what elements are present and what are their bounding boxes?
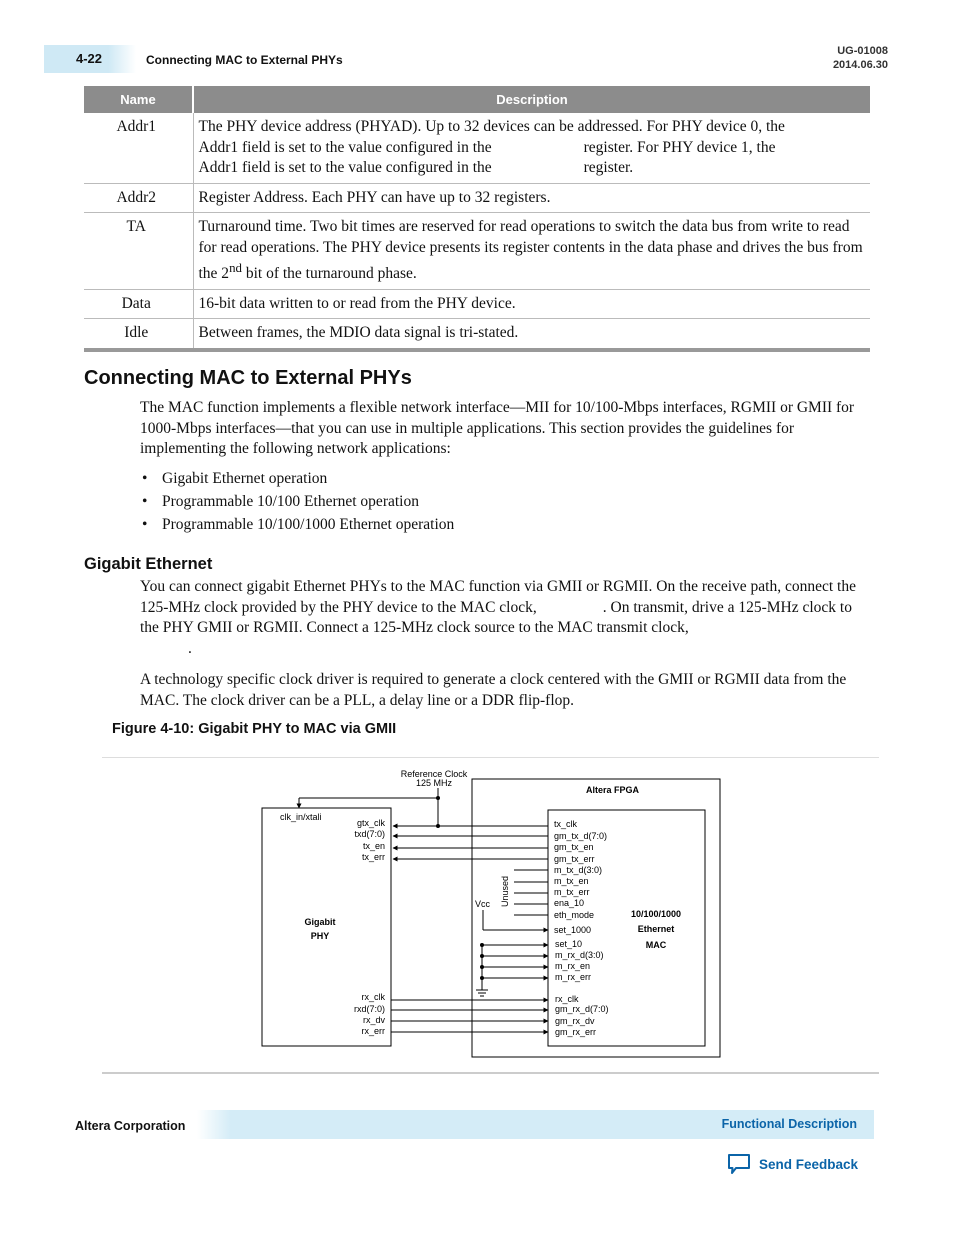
svg-text:gm_rx_dv: gm_rx_dv — [555, 1016, 595, 1026]
list-item: • Gigabit Ethernet operation — [140, 469, 454, 492]
document-id — [833, 44, 888, 72]
table-row — [84, 319, 870, 350]
junction-dot — [436, 796, 440, 800]
svg-text:m_rx_err: m_rx_err — [555, 972, 592, 982]
svg-text:m_rx_d(3:0): m_rx_d(3:0) — [555, 950, 604, 960]
field-name: TA — [84, 213, 193, 290]
unused-wires — [514, 870, 548, 893]
phy-clock-pin: clk_in/xtali — [280, 812, 322, 822]
section-intro: The MAC function implements a flexible network interface—MII for 10/100-Mbps interfaces, RGMII or GMII for 1000-Mbps interfaces—that you can use in multiple applications. This section provides the guidelines for implementing the following network applications: — [140, 399, 855, 457]
subsection-title: Gigabit Ethernet — [84, 555, 213, 573]
svg-text:eth_mode: eth_mode — [554, 910, 595, 920]
fpga-label: Altera FPGA — [586, 785, 640, 795]
tx-wires — [393, 826, 548, 859]
gigabit-phy-mac-diagram — [256, 764, 726, 1064]
gigabit-paragraph-2: A technology specific clock driver is required to generate a clock centered with the GMII or RGMII data from the MAC. The clock driver can be a PLL, a delay line or a DDR flip-flop. — [140, 671, 847, 709]
svg-text:rx_dv: rx_dv — [362, 1015, 385, 1025]
send-feedback-link[interactable] — [727, 1153, 858, 1175]
svg-text:rx_clk: rx_clk — [555, 994, 579, 1004]
svg-text:rxd(7:0): rxd(7:0) — [353, 1004, 385, 1014]
table-row — [84, 183, 870, 213]
application-list — [140, 469, 454, 538]
list-item: • Programmable 10/100 Ethernet operation — [140, 492, 454, 515]
field-name: Idle — [84, 319, 193, 350]
column-header-description: Description — [193, 86, 870, 113]
list-item: • Programmable 10/100/1000 Ethernet operation — [140, 515, 454, 538]
table-row — [84, 289, 870, 319]
field-name: Addr1 — [84, 113, 193, 183]
table-row — [84, 113, 870, 183]
svg-text:tx_err: tx_err — [361, 852, 385, 862]
mac-rx-pins — [555, 994, 609, 1037]
column-header-name: Name — [84, 86, 193, 113]
field-description: Register Address. Each PHY can have up to 32 registers. — [193, 183, 870, 213]
field-description: The PHY device address (PHYAD). Up to 32 devices can be addressed. For PHY device 0, the Addr1 field is set to the value configured in the register. For PHY device 1, the Addr1 field is set to the value configured in the register. — [193, 113, 870, 183]
doc-date: 2014.06.30 — [832, 59, 888, 71]
mdio-field-table — [84, 86, 870, 352]
svg-text:gtx_clk: gtx_clk — [356, 818, 385, 828]
mac-label-line2: Ethernet — [637, 924, 675, 934]
mac-label-line3: MAC — [645, 940, 667, 950]
svg-text:gm_tx_err: gm_tx_err — [554, 854, 595, 864]
svg-text:gm_rx_d(7:0): gm_rx_d(7:0) — [555, 1004, 609, 1014]
svg-text:set_1000: set_1000 — [554, 925, 592, 935]
table-row — [84, 213, 870, 290]
field-name: Addr2 — [84, 183, 193, 213]
mac-tx-pins — [554, 819, 607, 864]
svg-text:m_tx_err: m_tx_err — [554, 887, 590, 897]
control-wires — [483, 904, 548, 930]
phy-label-line1: Gigabit — [304, 917, 336, 927]
field-description: Turnaround time. Two bit times are reserved for read operations to switch the data bus from write to read for read operations. The PHY device presents its register contents in the data phase and drives the bus from the 2nd bit of the turnaround phase. — [193, 213, 870, 290]
svg-text:txd(7:0): txd(7:0) — [354, 829, 385, 839]
svg-text:m_rx_en: m_rx_en — [555, 961, 591, 971]
field-name: Data — [84, 289, 193, 319]
send-feedback-label: Send Feedback — [759, 1156, 859, 1172]
unused-label: Unused — [500, 875, 510, 907]
field-description: 16-bit data written to or read from the PHY device. — [193, 289, 870, 319]
gigabit-paragraph-1: You can connect gigabit Ethernet PHYs to the MAC function via GMII or RGMII. On the receive path, connect the 125-MHz clock provided by the PHY device to the MAC clock, . On transmit, drive a 125-MHz clock to the PHY GMII or RGMII. Connect a 125-MHz clock source to the MAC transmit clock, . — [140, 578, 856, 657]
footer-company: Altera Corporation — [75, 1119, 186, 1133]
svg-text:m_tx_en: m_tx_en — [554, 876, 589, 886]
svg-text:tx_clk: tx_clk — [554, 819, 578, 829]
svg-text:gm_rx_err: gm_rx_err — [555, 1027, 597, 1037]
phy-tx-pins — [354, 818, 385, 862]
phy-rx-pins — [354, 992, 386, 1036]
svg-text:rx_clk: rx_clk — [361, 992, 385, 1002]
page-number: 4-22 — [76, 51, 103, 66]
vcc-label: Vcc — [475, 899, 491, 909]
svg-text:gm_tx_en: gm_tx_en — [554, 842, 594, 852]
svg-text:tx_en: tx_en — [362, 841, 385, 851]
figure-caption: Figure 4-10: Gigabit PHY to MAC via GMII — [112, 721, 397, 737]
svg-text:set_10: set_10 — [555, 939, 583, 949]
field-description: Between frames, the MDIO data signal is tri-stated. — [193, 319, 870, 350]
doc-number: UG-01008 — [837, 45, 888, 57]
rx-wires — [391, 1000, 548, 1032]
mac-ctrl-pins — [554, 898, 594, 935]
svg-text:m_tx_d(3:0): m_tx_d(3:0) — [554, 865, 603, 875]
footer-chapter-link[interactable]: Functional Description — [721, 1117, 857, 1131]
speech-bubble-icon — [727, 1153, 751, 1175]
ref-clock-freq: 125 MHz — [415, 778, 453, 788]
mac-label-line1: 10/100/1000 — [630, 909, 682, 919]
figure-bottom-rule — [102, 1072, 879, 1074]
svg-text:gm_tx_d(7:0): gm_tx_d(7:0) — [554, 831, 608, 841]
ref-clock-label: Reference Clock — [400, 769, 468, 779]
figure-top-rule — [102, 757, 879, 758]
mac-tied-pins — [555, 939, 604, 982]
mac-unused-pins — [554, 865, 602, 897]
svg-text:rx_err: rx_err — [361, 1026, 385, 1036]
running-title: Connecting MAC to External PHYs — [146, 53, 343, 67]
fpga-box — [472, 779, 720, 1057]
svg-text:ena_10: ena_10 — [554, 898, 585, 908]
ground-wires — [476, 944, 548, 996]
table-header-row — [84, 86, 870, 113]
section-title: Connecting MAC to External PHYs — [84, 367, 412, 389]
phy-label-line2: PHY — [310, 931, 330, 941]
